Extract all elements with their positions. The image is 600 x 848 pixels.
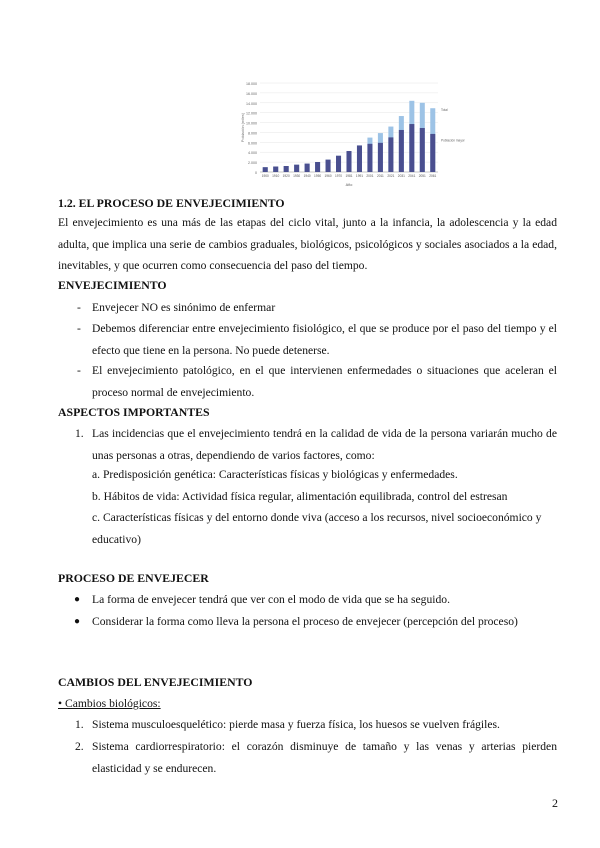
list-item: Las incidencias que el envejecimiento tendrá en la calidad de vida de la persona variarán mucho de unas personas a otras, dependiendo de varios factores, como:: [92, 427, 557, 462]
bar-mayores: [263, 167, 268, 172]
list-number: 1.: [75, 427, 84, 440]
bar-mayores: [367, 144, 372, 172]
heading-envejecimiento: ENVEJECIMIENTO: [58, 278, 167, 292]
sub-item-a: a. Predisposición genética: Características físicas y biológicas y enfermedades.: [92, 468, 458, 481]
x-tick-label: 1920: [282, 174, 290, 178]
list-item: Considerar la forma como lleva la persona el proceso de envejecer (percepción del proceso): [92, 615, 518, 628]
dot-bullet: ●: [74, 616, 81, 627]
bar-mayores: [388, 137, 393, 172]
x-tick-label: 1900: [261, 174, 269, 178]
sub-item-b: b. Hábitos de vida: Actividad física regular, alimentación equilibrada, control del estresan: [92, 490, 508, 503]
list-item: El envejecimiento patológico, en el que intervienen enfermedades o situaciones que aceleran el proceso normal de envejecimiento.: [92, 364, 557, 399]
x-tick-label: 1930: [293, 174, 301, 178]
x-tick-label: 2051: [418, 174, 426, 178]
list-item: La forma de envejecer tendrá que ver con el modo de vida que se ha seguido.: [92, 593, 450, 606]
chart-svg: [230, 77, 470, 195]
x-axis-label: Año: [345, 183, 353, 187]
dash-bullet: -: [77, 301, 81, 314]
subheading-cambios-biologicos: • Cambios biológicos:: [58, 697, 161, 710]
x-tick-label: 2041: [408, 174, 416, 178]
y-tick-label: 2.000: [248, 161, 257, 166]
dash-bullet: -: [77, 322, 81, 335]
x-tick-label: 1991: [355, 174, 364, 178]
x-tick-label: 2011: [376, 174, 384, 178]
bar-mayores: [378, 143, 383, 172]
x-tick-label: 1950: [314, 174, 322, 178]
x-tick-label: 2021: [387, 174, 395, 178]
bar-mayores: [409, 124, 414, 172]
x-tick-label: 1970: [334, 174, 343, 178]
heading-aspectos: ASPECTOS IMPORTANTES: [58, 405, 210, 419]
bar-mayores: [346, 151, 351, 172]
bar-mayores: [315, 162, 320, 172]
y-tick-label: 0: [255, 171, 257, 175]
y-tick-label: 8.000: [248, 131, 257, 136]
y-tick-label: 18.000: [246, 82, 257, 86]
y-tick-label: 6.000: [248, 141, 257, 146]
bar-mayores: [326, 160, 331, 172]
dot-bullet: ●: [74, 594, 81, 605]
page-number: 2: [552, 796, 558, 810]
dash-bullet: -: [77, 364, 81, 377]
intro-paragraph: El envejecimiento es una más de las etapas del ciclo vital, junto a la infancia, la adolescencia y la edad adulta, que implica una serie de cambios graduales, biológicos, psicológicos y sociales asociados a la edad, inevitables, y que ocurren como consecuencia del paso del tiempo.: [58, 216, 557, 272]
list-item: Sistema musculoesquelético: pierde masa y fuerza física, los huesos se vuelven frágiles.: [92, 718, 500, 731]
list-item: Envejecer NO es sinónimo de enfermar: [92, 301, 276, 314]
section-title: 1.2. EL PROCESO DE ENVEJECIMIENTO: [58, 196, 285, 210]
bar-mayores: [357, 145, 362, 172]
legend-entry: Total: [441, 108, 448, 113]
list-number: 1.: [75, 718, 84, 731]
heading-proceso: PROCESO DE ENVEJECER: [58, 571, 209, 585]
x-tick-label: 1960: [324, 174, 332, 178]
y-tick-label: 10.000: [246, 121, 257, 126]
x-tick-label: 2001: [366, 174, 374, 178]
y-tick-label: 4.000: [248, 151, 257, 156]
bar-mayores: [273, 167, 278, 172]
x-tick-label: 1940: [303, 174, 311, 178]
y-tick-label: 16.000: [246, 91, 257, 96]
y-tick-label: 14.000: [246, 101, 257, 106]
sub-item-c: c. Características físicas y del entorno donde viva (acceso a los recursos, nivel socioeconómico y educativo): [92, 511, 542, 546]
x-tick-label: 1910: [272, 174, 280, 178]
bar-mayores: [305, 164, 310, 172]
y-tick-label: 12.000: [246, 111, 257, 116]
bar-mayores: [336, 156, 341, 172]
population-chart: [230, 77, 470, 195]
bar-mayores: [294, 165, 299, 172]
bar-mayores: [399, 130, 404, 172]
bar-mayores: [284, 166, 289, 172]
heading-cambios: CAMBIOS DEL ENVEJECIMIENTO: [58, 675, 253, 689]
legend-entry: Población mayor: [441, 138, 465, 143]
x-tick-label: 2031: [397, 174, 405, 178]
x-tick-label: 1981: [345, 174, 353, 178]
bar-mayores: [430, 134, 435, 172]
list-item: Sistema cardiorrespiratorio: el corazón disminuye de tamaño y las venas y arterias pierden elasticidad y se endurecen.: [92, 740, 557, 775]
bar-mayores: [420, 128, 425, 172]
list-item: Debemos diferenciar entre envejecimiento fisiológico, el que se produce por el paso del tiempo y el efecto que tiene en la persona. No puede detenerse.: [92, 322, 557, 357]
x-tick-label: 2061: [429, 174, 437, 178]
list-number: 2.: [75, 740, 84, 753]
y-axis-label: Población (miles): [241, 112, 245, 143]
